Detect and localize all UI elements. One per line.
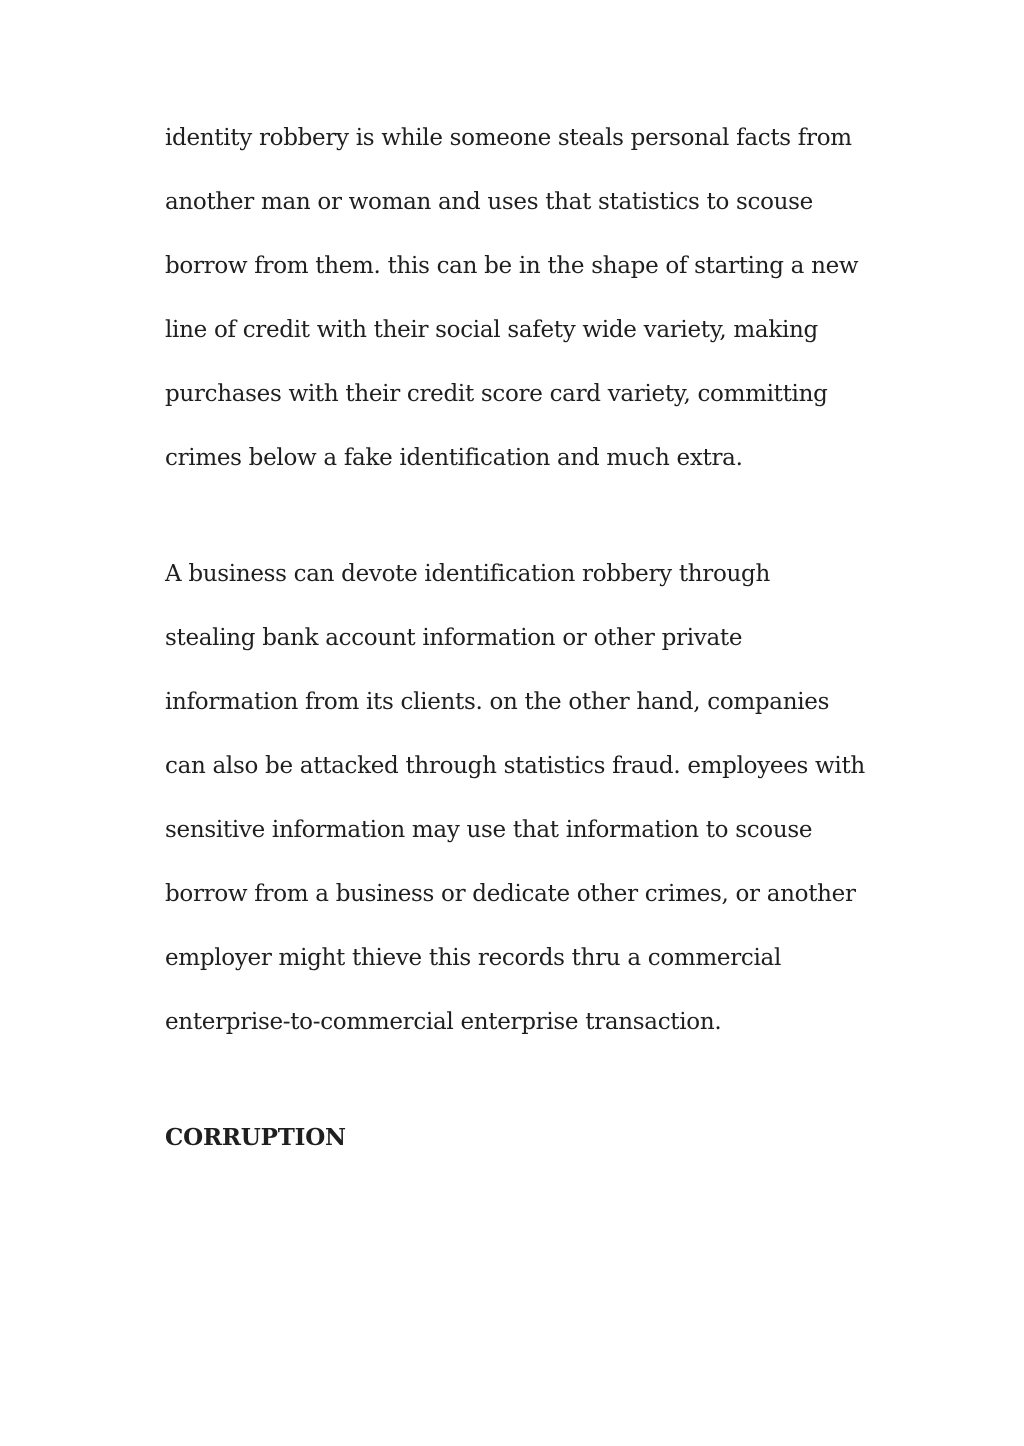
paragraph-spacer	[165, 1054, 865, 1106]
text-line: borrow from a business or dedicate other crimes, or another	[165, 881, 856, 907]
text-line: crimes below a fake identification and much extra.	[165, 445, 743, 471]
text-line: purchases with their credit score card variety, committing	[165, 381, 828, 407]
paragraph-identity-theft	[165, 106, 865, 490]
text-line: can also be attacked through statistics fraud. employees with	[165, 753, 865, 779]
text-line: sensitive information may use that information to scouse	[165, 817, 813, 843]
text-line: borrow from them. this can be in the shape of starting a new	[165, 253, 859, 279]
text-line: A business can devote identification robbery through	[165, 561, 770, 587]
text-line: employer might thieve this records thru a commercial	[165, 945, 782, 971]
text-line: another man or woman and uses that statistics to scouse	[165, 189, 813, 215]
section-heading: CORRUPTION	[165, 1124, 346, 1151]
text-line: information from its clients. on the other hand, companies	[165, 689, 830, 715]
text-line: identity robbery is while someone steals personal facts from	[165, 125, 852, 151]
text-line: enterprise-to-commercial enterprise transaction.	[165, 1009, 722, 1035]
text-line: stealing bank account information or other private	[165, 625, 743, 651]
paragraph-business-identity-theft	[165, 542, 865, 1054]
text-line: line of credit with their social safety wide variety, making	[165, 317, 818, 343]
paragraph-spacer	[165, 490, 865, 542]
document-body	[165, 106, 865, 1170]
